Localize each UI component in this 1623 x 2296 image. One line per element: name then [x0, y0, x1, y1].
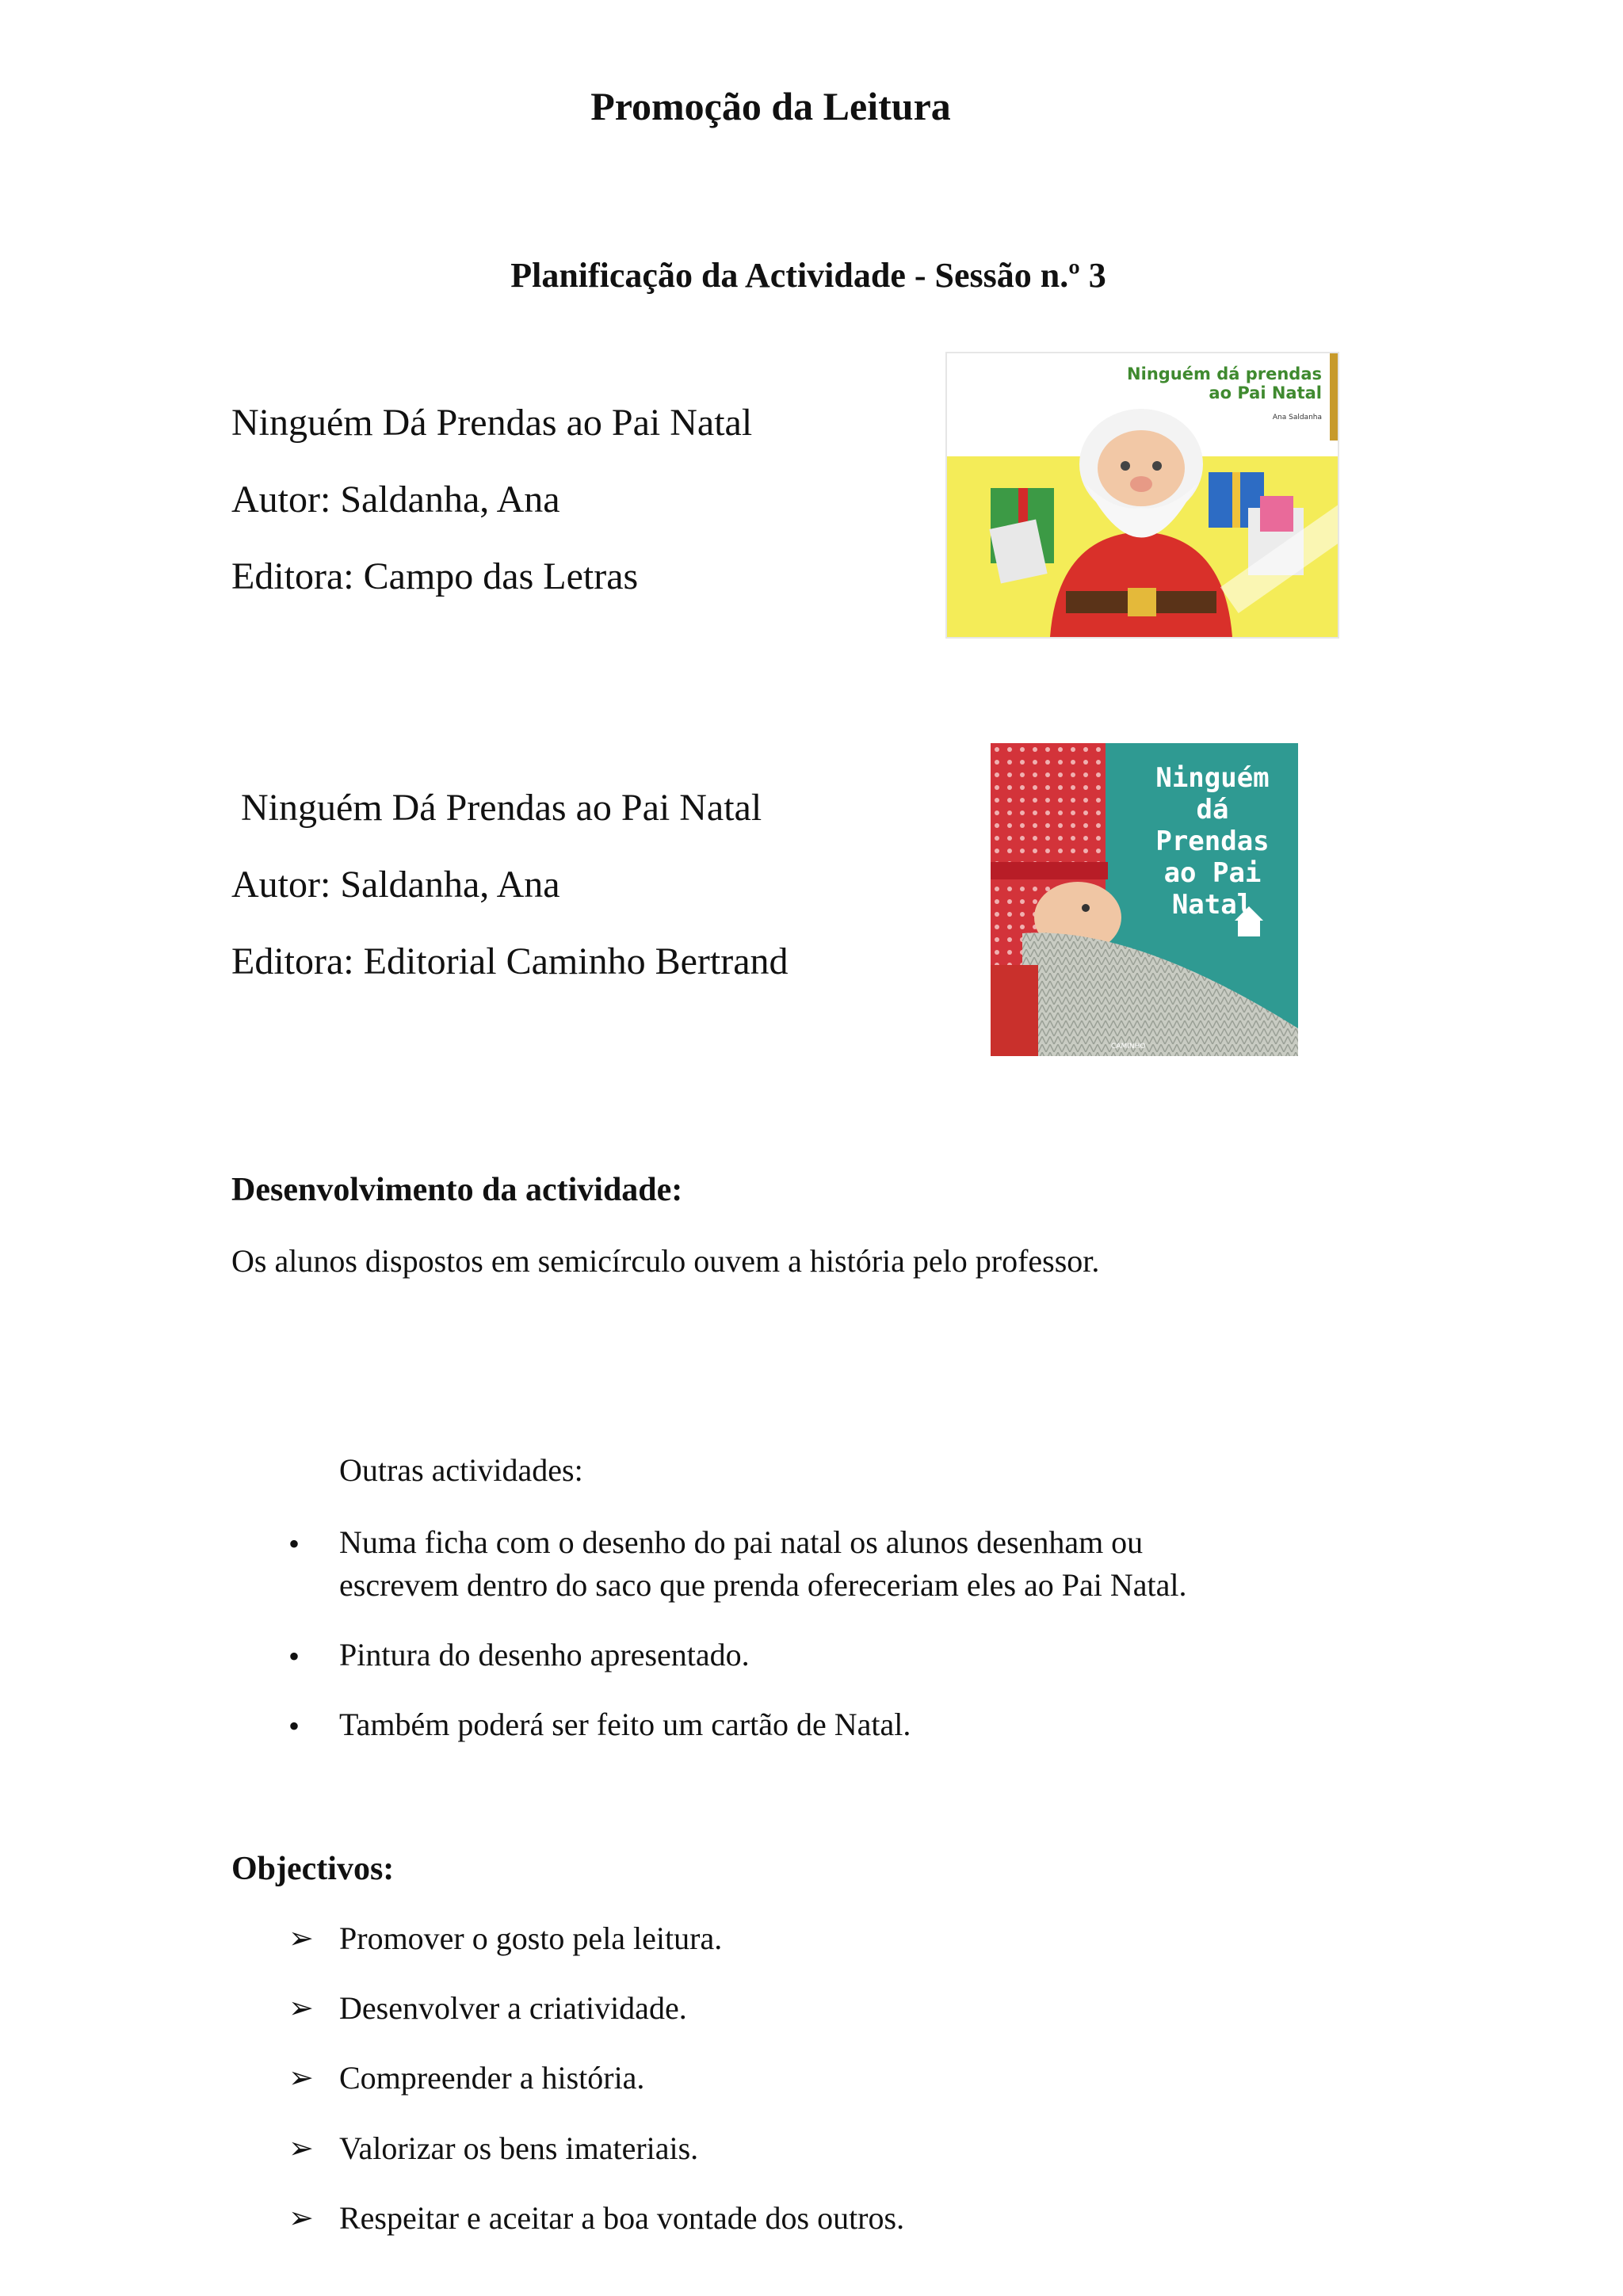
book1-cover-author: Ana Saldanha	[1272, 414, 1322, 421]
book2-author: Autor: Saldanha, Ana	[231, 864, 560, 906]
objective-item: Promover o gosto pela leitura.	[339, 1920, 723, 1956]
book2-title: Ninguém Dá Prendas ao Pai Natal	[241, 787, 762, 829]
other-activity-item: Pintura do desenho apresentado.	[339, 1637, 750, 1672]
book1-cover-image	[947, 353, 1338, 637]
other-activity-item: Também poderá ser feito um cartão de Natal.	[339, 1707, 911, 1742]
book2-cover-title-line4: ao Pai	[1163, 857, 1262, 889]
arrow-bullet-icon: ➢	[288, 1992, 314, 2025]
book2-publisher: Editora: Editorial Caminho Bertrand	[231, 940, 789, 982]
session-subtitle: Planificação da Actividade - Sessão n.º 3	[510, 256, 1106, 295]
bullet-icon: •	[288, 1708, 300, 1744]
arrow-bullet-icon: ➢	[288, 1922, 314, 1955]
development-text: Os alunos dispostos em semicírculo ouvem a história pelo professor.	[231, 1243, 1100, 1279]
page-title: Promoção da Leitura	[590, 84, 951, 128]
book2-cover-title-line1: Ninguém	[1155, 762, 1270, 794]
bullet-icon: •	[288, 1638, 300, 1674]
santa-illustration	[947, 353, 1338, 637]
arrow-bullet-icon: ➢	[288, 2202, 314, 2235]
objective-item: Desenvolver a criatividade.	[339, 1990, 687, 2026]
other-activities-intro: Outras actividades:	[339, 1452, 583, 1488]
book1-title: Ninguém Dá Prendas ao Pai Natal	[231, 402, 753, 444]
book1-cover-title-line2: ao Pai Natal	[1209, 383, 1322, 402]
objectives-heading: Objectivos:	[231, 1851, 395, 1887]
book1-publisher: Editora: Campo das Letras	[231, 555, 639, 597]
objective-item: Valorizar os bens imateriais.	[339, 2130, 699, 2166]
book2-cover-title-line3: Prendas	[1155, 826, 1270, 857]
other-activity-item-continued: escrevem dentro do saco que prenda ofereceriam eles ao Pai Natal.	[339, 1567, 1187, 1603]
objective-item: Compreender a história.	[339, 2060, 645, 2096]
book2-cover-image	[991, 743, 1298, 1056]
other-activity-item: Numa ficha com o desenho do pai natal os alunos desenham ou	[339, 1524, 1144, 1560]
book2-cover-title-line2: dá	[1196, 794, 1229, 826]
book1-cover-title-line1: Ninguém dá prendas	[1127, 364, 1322, 383]
book2-cover-publisher: CAMINHO	[1111, 1043, 1146, 1051]
arrow-bullet-icon: ➢	[288, 2061, 314, 2095]
arrow-bullet-icon: ➢	[288, 2132, 314, 2165]
development-heading: Desenvolvimento da actividade:	[231, 1172, 683, 1208]
objective-item: Respeitar e aceitar a boa vontade dos outros.	[339, 2200, 905, 2236]
bullet-icon: •	[288, 1526, 300, 1562]
book1-author: Autor: Saldanha, Ana	[231, 479, 560, 521]
book2-cover-title-line5: Natal	[1171, 889, 1254, 921]
